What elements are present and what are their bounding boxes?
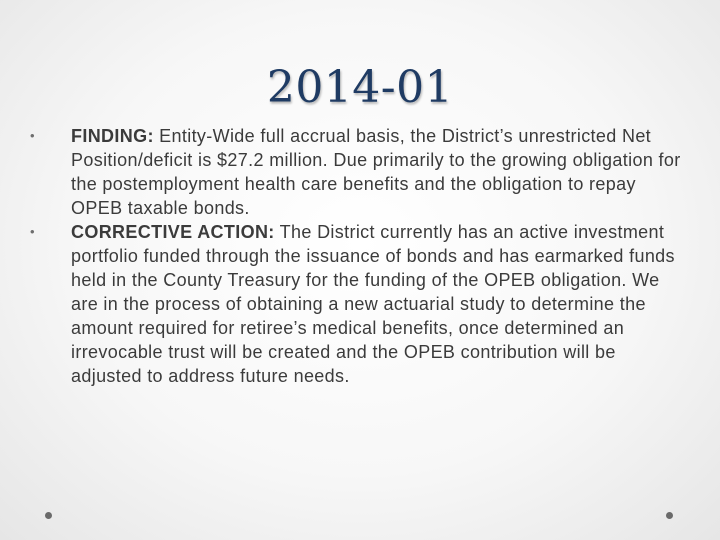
decorative-dot-left [45,512,52,519]
slide-title: 2014-01 [266,62,454,113]
decorative-dot-right [666,512,673,519]
finding-text: Entity-Wide full accrual basis, the District’s unrestricted Net Position/deficit is $27.2 million. Due primarily to the growing obligation for the postemployment health care benefits and the obligation to repay OPEB taxable bonds. [71,126,681,218]
bullet-marker: • [30,224,35,239]
bullet-corrective-action [30,220,690,388]
finding-label: FINDING: [71,126,154,146]
bullet-marker: • [30,128,35,143]
bullet-list [30,124,690,388]
corrective-action-label: CORRECTIVE ACTION: [71,222,275,242]
corrective-action-text: The District currently has an active investment portfolio funded through the issuance of bonds and has earmarked funds held in the County Treasury for the funding of the OPEB obligation. We are in the process of obtaining a new actuarial study to determine the amount required for retiree’s medical benefits, once determined an irrevocable trust will be created and the OPEB contribution will be adjusted to address future needs. [71,222,675,386]
bullet-finding [30,124,690,220]
